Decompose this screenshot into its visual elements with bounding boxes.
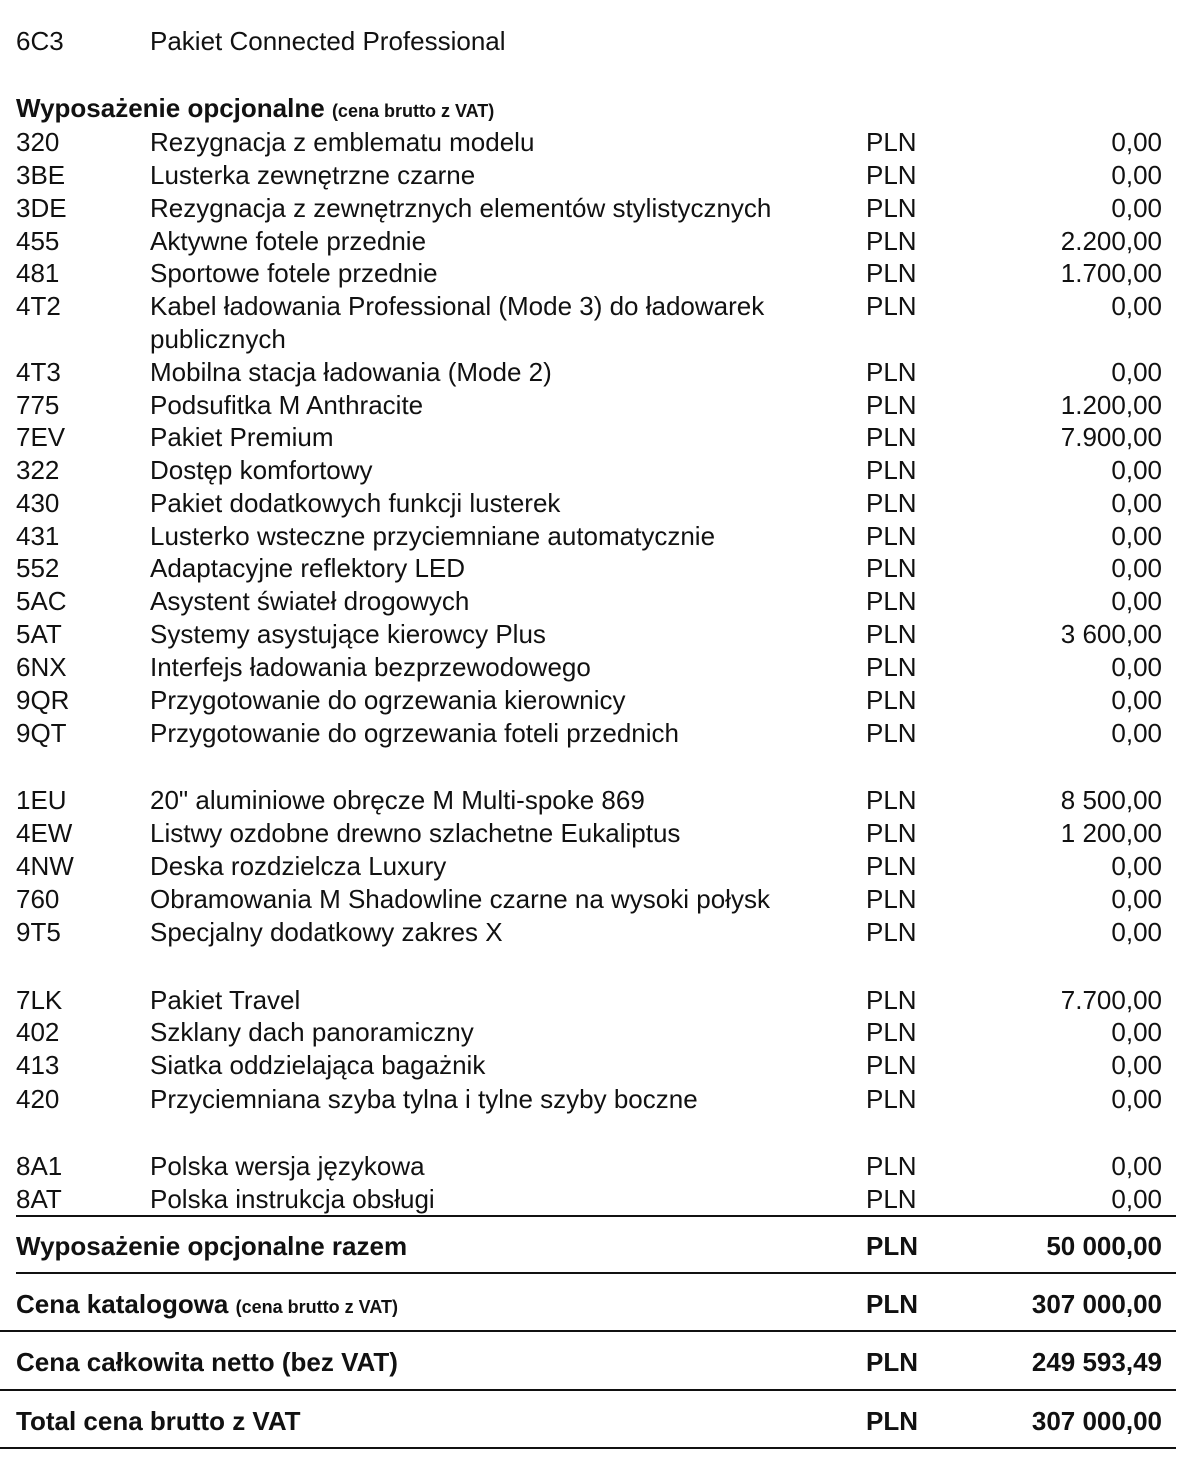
- item-row: [0, 916, 1192, 949]
- item-amount: 0,00: [1111, 652, 1162, 682]
- item-code: 431: [16, 521, 60, 551]
- total-label: Cena całkowita netto (bez VAT): [16, 1347, 398, 1377]
- item-code: 420: [16, 1084, 60, 1114]
- item-description: Asystent świateł drogowych: [150, 586, 470, 616]
- divider: [0, 1389, 1176, 1391]
- item-currency: PLN: [866, 357, 917, 387]
- item-currency: PLN: [866, 985, 917, 1015]
- item-code: 8A1: [16, 1151, 63, 1181]
- item-amount: 0,00: [1111, 685, 1162, 715]
- item-description: Systemy asystujące kierowcy Plus: [150, 619, 546, 649]
- item-currency: PLN: [866, 718, 917, 748]
- item-description: Podsufitka M Anthracite: [150, 390, 424, 420]
- total-note: (cena brutto z VAT): [235, 1297, 398, 1317]
- divider: [0, 1447, 1176, 1449]
- divider: [0, 1330, 1176, 1332]
- item-row: [0, 585, 1192, 618]
- total-currency: PLN: [866, 1231, 918, 1261]
- item-currency: PLN: [866, 884, 917, 914]
- item-amount: 0,00: [1111, 586, 1162, 616]
- item-row: [0, 883, 1192, 916]
- item-amount: 0,00: [1111, 1184, 1162, 1214]
- total-currency: PLN: [866, 1289, 918, 1319]
- item-row: [0, 356, 1192, 389]
- item-description: Kabel ładowania Professional (Mode 3) do ładowarek publicznych: [150, 291, 765, 354]
- item-amount: 2.200,00: [1060, 226, 1162, 256]
- item-code: 6C3: [16, 26, 64, 56]
- item-amount: 7.700,00: [1060, 985, 1162, 1015]
- item-currency: PLN: [866, 160, 917, 190]
- item-description: Przygotowanie do ogrzewania foteli przednich: [150, 718, 679, 748]
- item-description: Lusterka zewnętrzne czarne: [150, 160, 476, 190]
- item-code: 3DE: [16, 193, 67, 223]
- item-code: 775: [16, 390, 60, 420]
- item-amount: 0,00: [1111, 553, 1162, 583]
- item-row: [0, 1150, 1192, 1183]
- item-currency: PLN: [866, 488, 917, 518]
- item-currency: PLN: [866, 1151, 917, 1181]
- item-amount: 0,00: [1111, 291, 1162, 321]
- item-row: [0, 984, 1192, 1017]
- item-row: [0, 1083, 1192, 1116]
- item-description: Obramowania M Shadowline czarne na wysoki połysk: [150, 884, 770, 914]
- item-currency: PLN: [866, 785, 917, 815]
- item-code: 4NW: [16, 851, 74, 881]
- item-row: [0, 454, 1192, 487]
- item-description: Pakiet Connected Professional: [150, 26, 506, 56]
- total-label: Total cena brutto z VAT: [16, 1406, 301, 1436]
- item-code: 455: [16, 226, 60, 256]
- item-code: 4T3: [16, 357, 61, 387]
- item-description: Pakiet Premium: [150, 422, 334, 452]
- item-amount: 1.700,00: [1060, 258, 1162, 288]
- item-currency: PLN: [866, 390, 917, 420]
- item-row: [0, 651, 1192, 684]
- item-currency: PLN: [866, 521, 917, 551]
- item-description: 20" aluminiowe obręcze M Multi-spoke 869: [150, 785, 645, 815]
- item-row: [0, 290, 1192, 354]
- item-currency: PLN: [866, 917, 917, 947]
- item-amount: 0,00: [1111, 718, 1162, 748]
- item-currency: PLN: [866, 818, 917, 848]
- item-code: 1EU: [16, 785, 67, 815]
- item-row: [0, 487, 1192, 520]
- total-currency: PLN: [866, 1347, 918, 1377]
- item-currency: PLN: [866, 455, 917, 485]
- item-amount: 8 500,00: [1060, 785, 1162, 815]
- item-description: Aktywne fotele przednie: [150, 226, 427, 256]
- item-currency: PLN: [866, 851, 917, 881]
- item-description: Pakiet Travel: [150, 985, 301, 1015]
- item-row: [0, 1183, 1192, 1216]
- item-currency: PLN: [866, 1184, 917, 1214]
- item-currency: PLN: [866, 1084, 917, 1114]
- item-amount: 0,00: [1111, 851, 1162, 881]
- item-amount: 0,00: [1111, 1151, 1162, 1181]
- item-description: Listwy ozdobne drewno szlachetne Eukaliptus: [150, 818, 681, 848]
- item-row: [0, 684, 1192, 717]
- item-code: 320: [16, 127, 60, 157]
- item-amount: 0,00: [1111, 455, 1162, 485]
- item-code: 322: [16, 455, 60, 485]
- item-currency: PLN: [866, 586, 917, 616]
- item-description: Interfejs ładowania bezprzewodowego: [150, 652, 591, 682]
- item-description: Szklany dach panoramiczny: [150, 1017, 474, 1047]
- item-code: 552: [16, 553, 60, 583]
- item-row: [0, 552, 1192, 585]
- item-code: 402: [16, 1017, 60, 1047]
- divider: [16, 1215, 1176, 1217]
- item-amount: 0,00: [1111, 1017, 1162, 1047]
- item-description: Polska instrukcja obsługi: [150, 1184, 435, 1214]
- item-code: 7EV: [16, 422, 66, 452]
- item-description: Deska rozdzielcza Luxury: [150, 851, 447, 881]
- item-code: 3BE: [16, 160, 66, 190]
- item-code: 5AT: [16, 619, 62, 649]
- item-description: Specjalny dodatkowy zakres X: [150, 917, 503, 947]
- section-note: (cena brutto z VAT): [331, 101, 495, 121]
- item-description: Przygotowanie do ogrzewania kierownicy: [150, 685, 626, 715]
- item-description: Pakiet dodatkowych funkcji lusterek: [150, 488, 561, 518]
- item-code: 760: [16, 884, 60, 914]
- item-description: Rezygnacja z emblematu modelu: [150, 127, 535, 157]
- total-amount: 307 000,00: [1031, 1289, 1162, 1319]
- item-row: [0, 257, 1192, 290]
- item-code: 9T5: [16, 917, 61, 947]
- item-code: 481: [16, 258, 60, 288]
- item-code: 4T2: [16, 291, 61, 321]
- item-amount: 0,00: [1111, 193, 1162, 223]
- item-amount: 0,00: [1111, 1050, 1162, 1080]
- section-title: Wyposażenie opcjonalne: [16, 93, 325, 123]
- item-currency: PLN: [866, 127, 917, 157]
- total-currency: PLN: [866, 1406, 918, 1436]
- item-amount: 1.200,00: [1060, 390, 1162, 420]
- item-amount: 0,00: [1111, 521, 1162, 551]
- item-description: Siatka oddzielająca bagażnik: [150, 1050, 486, 1080]
- item-currency: PLN: [866, 422, 917, 452]
- total-amount: 50 000,00: [1046, 1231, 1162, 1261]
- item-row: [0, 1049, 1192, 1082]
- total-amount: 307 000,00: [1031, 1406, 1162, 1436]
- item-code: 413: [16, 1050, 60, 1080]
- item-row: [0, 520, 1192, 553]
- item-row: [0, 159, 1192, 192]
- item-description: Lusterko wsteczne przyciemniane automatycznie: [150, 521, 716, 551]
- item-row: [0, 817, 1192, 850]
- item-code: 430: [16, 488, 60, 518]
- item-description: Mobilna stacja ładowania (Mode 2): [150, 357, 552, 387]
- item-description: Rezygnacja z zewnętrznych elementów stylistycznych: [150, 193, 772, 223]
- item-code: 6NX: [16, 652, 67, 682]
- item-currency: PLN: [866, 291, 917, 321]
- item-currency: PLN: [866, 1050, 917, 1080]
- item-row: [0, 618, 1192, 651]
- item-amount: 0,00: [1111, 917, 1162, 947]
- item-row: [0, 717, 1192, 750]
- item-amount: 7.900,00: [1060, 422, 1162, 452]
- item-amount: 0,00: [1111, 884, 1162, 914]
- item-description: Przyciemniana szyba tylna i tylne szyby boczne: [150, 1084, 698, 1114]
- item-code: 9QT: [16, 718, 67, 748]
- item-row: [0, 389, 1192, 422]
- item-amount: 0,00: [1111, 1084, 1162, 1114]
- divider: [16, 1272, 1176, 1274]
- item-row: [0, 850, 1192, 883]
- total-label: Cena katalogowa: [16, 1289, 229, 1319]
- item-code: 7LK: [16, 985, 63, 1015]
- item-currency: PLN: [866, 652, 917, 682]
- item-amount: 1 200,00: [1060, 818, 1162, 848]
- item-code: 9QR: [16, 685, 70, 715]
- item-amount: 3 600,00: [1060, 619, 1162, 649]
- item-description: Dostęp komfortowy: [150, 455, 373, 485]
- item-currency: PLN: [866, 1017, 917, 1047]
- item-currency: PLN: [866, 553, 917, 583]
- item-currency: PLN: [866, 226, 917, 256]
- item-currency: PLN: [866, 619, 917, 649]
- total-label: Wyposażenie opcjonalne razem: [16, 1231, 408, 1261]
- item-currency: PLN: [866, 193, 917, 223]
- item-row: [0, 1016, 1192, 1049]
- item-code: 4EW: [16, 818, 73, 848]
- item-amount: 0,00: [1111, 357, 1162, 387]
- top-item-row: [0, 25, 1192, 58]
- item-currency: PLN: [866, 685, 917, 715]
- item-amount: 0,00: [1111, 127, 1162, 157]
- section-heading: [16, 92, 494, 128]
- item-amount: 0,00: [1111, 488, 1162, 518]
- item-description: Sportowe fotele przednie: [150, 258, 438, 288]
- item-row: [0, 126, 1192, 159]
- item-row: [0, 225, 1192, 258]
- item-row: [0, 192, 1192, 225]
- total-amount: 249 593,49: [1031, 1347, 1162, 1377]
- item-currency: PLN: [866, 258, 917, 288]
- item-code: 5AC: [16, 586, 67, 616]
- item-code: 8AT: [16, 1184, 62, 1214]
- item-description: Adaptacyjne reflektory LED: [150, 553, 466, 583]
- item-row: [0, 421, 1192, 454]
- item-amount: 0,00: [1111, 160, 1162, 190]
- item-row: [0, 784, 1192, 817]
- item-description: Polska wersja językowa: [150, 1151, 425, 1181]
